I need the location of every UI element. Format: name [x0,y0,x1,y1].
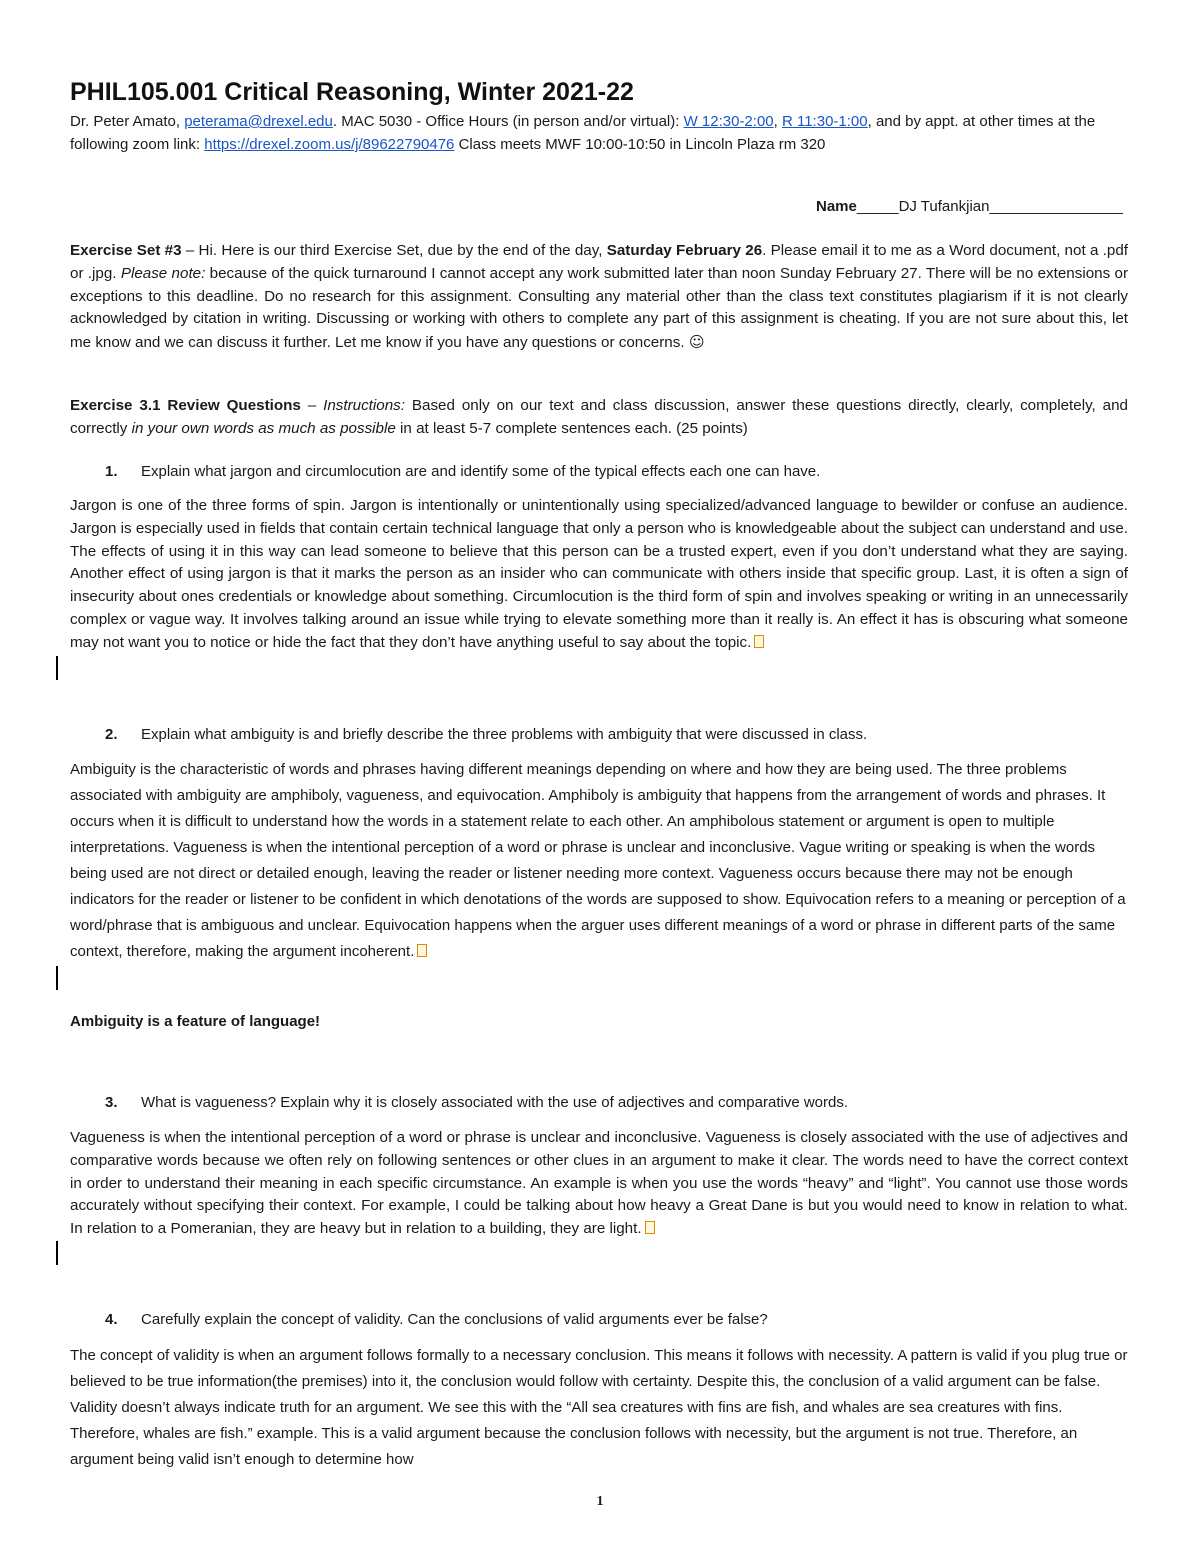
answer-1[interactable]: Jargon is one of the three forms of spin. Jargon is intentionally or unintentionally using specialized/advanced language to bewilder or confuse an audience. Jargon is especially used in fields that contain certain technical language that only a person who is knowledgeable about the subject can understand and use. The effects of using it in this way can lead someone to believe that this person can be a trusted expert, even if you don’t understand what they are saying. Another effect of using jargon is that it marks the person as an insider who can communicate with others inside that specific group. Last, it is often a sign of insecurity about ones credentials or knowledge about something. Circumlocution is the third form of spin and involves speaking or writing in an unnecessarily complex or vague way. It involves talking around an issue while trying to elevate something more than it really is. An effect it has is obscuring what someone may not want you to notice or hide the fact that they don’t have anything useful to say about the topic. [70,497,1128,651]
office-hours-r-link[interactable]: R 11:30-1:00 [781,113,868,130]
course-info: Dr. Peter Amato, peterama@drexel.edu. MAC 5030 - Office Hours (in person and/or virtual): W 12:30-2:00, R 11:30-1:00, and by appt. at other times at the following zoom link: https://drexel.zoom.us/j/89622790476 Class meets MWF 10:00-10:50 in Lincoln Plaza rm 320 [70,113,1096,153]
question-1: 1. Explain what jargon and circumlocution are and identify some of the typical effects each one can have. [105,463,821,480]
ambiguity-note: Ambiguity is a feature of language! [70,1013,321,1030]
comment-marker-icon[interactable] [417,944,427,957]
question-4: 4. Carefully explain the concept of validity. Can the conclusions of valid arguments ever be false? [105,1311,768,1328]
page-number: 1 [596,1494,604,1509]
question-3: 3. What is vagueness? Explain why it is closely associated with the use of adjectives and comparative words. [105,1094,849,1111]
question-2: 2. Explain what ambiguity is and briefly describe the three problems with ambiguity that were discussed in class. [105,726,868,743]
revision-bar [56,656,58,680]
zoom-link[interactable]: https://drexel.zoom.us/j/89622790476 [204,136,455,153]
exercise-31-instructions: Exercise 3.1 Review Questions – Instructions: Based only on our text and class discussion, answer these questions directly, clearly, completely, and correctly in your own words as much as possible in at least 5-7 complete sentences each. (25 points) [70,397,1128,437]
comment-marker-icon[interactable] [645,1221,655,1234]
answer-4[interactable]: The concept of validity is when an argument follows formally to a necessary conclusion. This means it follows with necessity. A pattern is valid if you plug true or believed to be true information(the premises) into it, the conclusion would follow with certainty. Despite this, the conclusion of a valid argument can be false. Validity doesn’t always indicate truth for an argument. We see this with the “All sea creatures with fins are fish, and whales are sea creatures with fins. Therefore, whales are fish.” example. This is a valid argument because the conclusion follows with necessity, but the argument is not true. Therefore, an argument being valid isn’t enough to determine how [70,1347,1128,1468]
revision-bar [56,966,58,990]
student-name[interactable]: DJ Tufankjian [898,198,990,215]
answer-2[interactable]: Ambiguity is the characteristic of words and phrases having different meanings depending on where and how they are being used. The three problems associated with ambiguity are amphiboly, vagueness, and equivocation. Amphiboly is ambiguity that happens from the arrangement of words and phrases. It occurs when it is difficult to understand how the words in a statement relate to each other. An amphibolous statement or argument is open to multiple interpretations. Vagueness is when the intentional perception of a word or phrase is unclear and inconclusive. Vague writing or speaking is when the words being used are not direct or detailed enough, leaving the reader or listener needing more context. Vagueness occurs because there may not be enough indicators for the reader or listener to be confident in which denotations of the words are supposed to show. Equivocation refers to a meaning or perception of a word/phrase that is ambiguous and unclear. Equivocation happens when the arguer uses different meanings of a word or phrase in different parts of the same context, therefore, making the argument incoherent. [70,761,1126,960]
comment-marker-icon[interactable] [754,635,764,648]
exercise-set-intro: Exercise Set #3 – Hi. Here is our third Exercise Set, due by the end of the day, Saturday February 26. Please email it to me as a Word document, not a .pdf or .jpg. Please note: because of the quick turnaround I cannot accept any work submitted later than noon Sunday February 27. There will be no extensions or exceptions to this deadline. Do no research for this assignment. Consulting any material other than the class text constitutes plagiarism if it is not clearly acknowledged by citation in writing. Discussing or working with others to complete any part of this assignment is cheating. If you are not sure about this, let me know and we can discuss it further. Let me know if you have any questions or concerns. ☺ [70,240,1128,355]
smiley-icon: ☺ [688,333,705,352]
page-title: PHIL105.001 Critical Reasoning, Winter 2021-22 [70,78,634,106]
office-hours-w-link[interactable]: W 12:30-2:00 [683,113,774,130]
email-link[interactable]: peterama@drexel.edu [184,113,333,130]
answer-3[interactable]: Vagueness is when the intentional perception of a word or phrase is unclear and inconclusive. Vagueness is closely associated with the use of adjectives and comparative words because we often rely on following sentences or other clues in an argument to make it clear. The words need to have the correct context in order to understand their meaning in each specific circumstance. An example is when you use the words “heavy” and “light”. You cannot use those words accurately without specifying their context. For example, I could be talking about how heavy a Great Dane is but you would need to know in relation to what. In relation to a Pomeranian, they are heavy but in relation to a building, they are light. [70,1129,1128,1238]
revision-bar [56,1241,58,1265]
name-field: Name_____DJ Tufankjian________________ [816,198,1123,215]
